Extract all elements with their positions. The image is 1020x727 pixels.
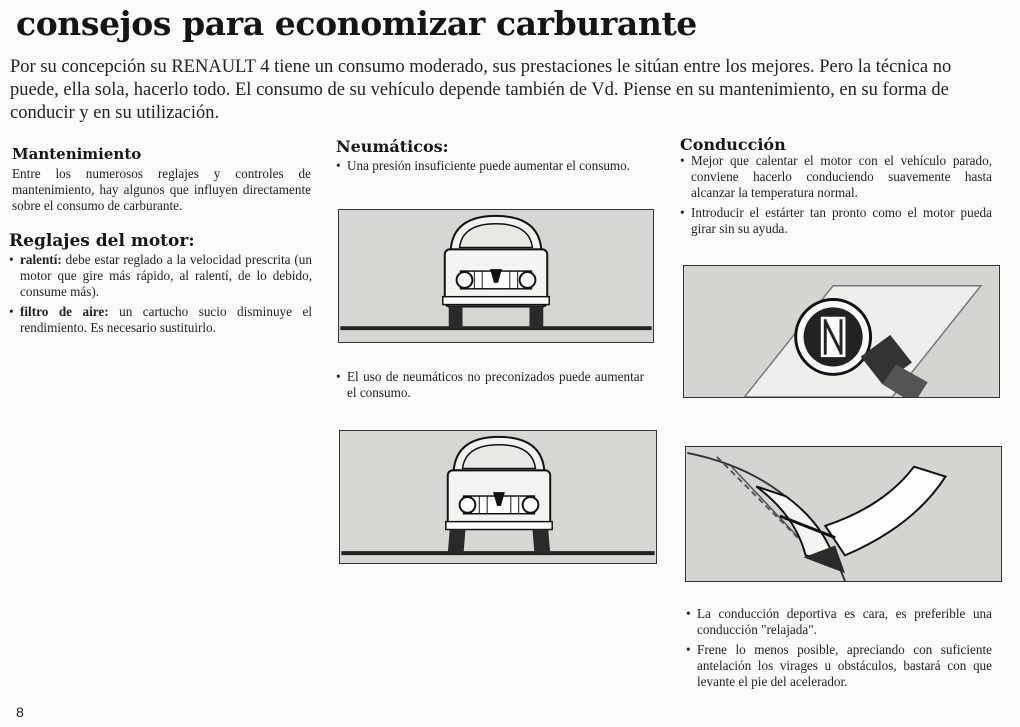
car-front-drawing bbox=[340, 431, 656, 563]
page-title: consejos para economizar carburante bbox=[16, 4, 697, 43]
list-item: • Mejor que calentar el motor con el vehículo parado, conviene hacerlo conduciendo suavemente hasta alcanzar la temperatura normal. bbox=[680, 153, 992, 201]
conduccion-list-bottom bbox=[686, 606, 992, 694]
term-ralenti: ralentí: bbox=[20, 252, 62, 267]
list-item: • La conducción deportiva es cara, es preferible una conducción "relajada". bbox=[686, 606, 992, 638]
mantenimiento-text: Entre los numerosos reglajes y controles de mantenimiento, hay algunos que influyen directamente sobre el consumo de carburante. bbox=[12, 166, 311, 213]
pedal-drawing bbox=[686, 447, 1001, 581]
section-heading-mantenimiento: Mantenimiento bbox=[12, 145, 142, 163]
list-item: • Frene lo menos posible, apreciando con suficiente antelación los virages u obstáculos, bastará con que levante el pie del acelerador. bbox=[686, 642, 992, 690]
ralenti-text: debe estar reglado a la velocidad prescrita (un motor que gire más rápido, al ralentí, de lo debido, consume más). bbox=[20, 252, 312, 299]
filtro-text: un cartucho sucio disminuye el rendimiento. Es necesario sustituirlo. bbox=[20, 304, 312, 335]
car-front-illustration bbox=[339, 430, 657, 564]
reglajes-list bbox=[9, 252, 312, 340]
list-item: • Una presión insuficiente puede aumentar el consumo. bbox=[336, 158, 642, 174]
section-heading-conduccion: Conducción bbox=[680, 135, 786, 154]
choke-knob-illustration bbox=[683, 265, 1000, 398]
intro-paragraph: Por su concepción su RENAULT 4 tiene un consumo moderado, sus prestaciones le sitúan entre los mejores. Pero la técnica no puede, ella sola, hacerlo todo. El consumo de su vehículo depende también de Vd. Piense en su mantenimiento, en su forma de conducir y en su utilización. bbox=[10, 57, 952, 123]
car-front-illustration bbox=[338, 209, 654, 343]
list-item bbox=[9, 252, 312, 300]
page-number: 8 bbox=[16, 704, 24, 720]
conduccion-list-top bbox=[680, 153, 992, 241]
neumaticos-list-2 bbox=[336, 369, 644, 405]
list-item: • Introducir el estárter tan pronto como el motor pueda girar sin su ayuda. bbox=[680, 205, 992, 237]
list-item bbox=[9, 304, 312, 336]
car-front-drawing bbox=[339, 210, 653, 342]
list-item: • El uso de neumáticos no preconizados puede aumentar el consumo. bbox=[336, 369, 644, 401]
term-filtro: filtro de aire: bbox=[20, 304, 109, 319]
foot-pedal-illustration bbox=[685, 446, 1002, 582]
section-heading-neumaticos: Neumáticos: bbox=[336, 137, 449, 156]
section-heading-reglajes: Reglajes del motor: bbox=[9, 231, 195, 251]
neumaticos-list-1 bbox=[336, 158, 642, 178]
choke-drawing bbox=[684, 266, 999, 397]
